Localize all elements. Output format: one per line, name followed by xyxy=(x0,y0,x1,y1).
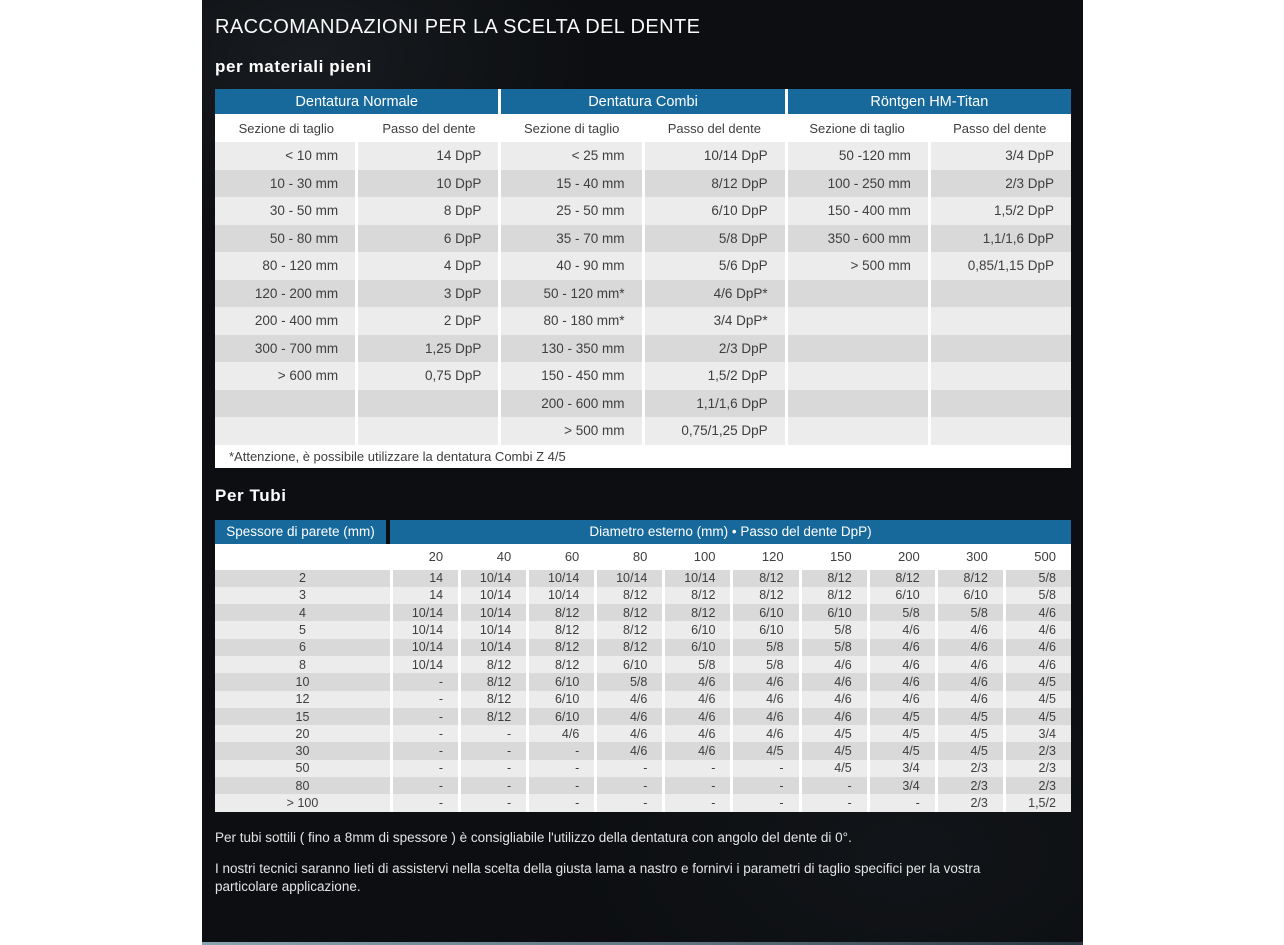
table-cell: 6/10 xyxy=(526,691,594,708)
table-cell: 50 - 120 mm* xyxy=(498,280,641,308)
table-cell: 3/4 xyxy=(1003,725,1071,742)
table-cell: - xyxy=(662,777,730,794)
table-cell: - xyxy=(390,691,458,708)
table-cell: - xyxy=(594,760,662,777)
table-cell: 8/12 xyxy=(867,570,935,587)
table-cell: 40 - 90 mm xyxy=(498,252,641,280)
table-cell: 0,75/1,25 DpP xyxy=(642,417,785,445)
diameter-column-header: 200 xyxy=(898,549,920,564)
table-cell: - xyxy=(390,725,458,742)
group-header-dentatura-combi: Dentatura Combi xyxy=(501,89,784,114)
table-cell: 4/6 xyxy=(867,639,935,656)
row-label: 80 xyxy=(295,778,310,793)
table-cell xyxy=(928,335,1071,363)
table-cell: - xyxy=(730,794,798,811)
table-cell: 2 DpP xyxy=(355,307,498,335)
table-cell: 6/10 xyxy=(867,587,935,604)
diameter-column-header: 300 xyxy=(966,549,988,564)
table-cell: 4/5 xyxy=(935,725,1003,742)
table-cell: 10/14 xyxy=(458,570,526,587)
table-cell: 3/4 xyxy=(867,777,935,794)
row-label: 50 xyxy=(295,761,310,776)
table-cell: 4/5 xyxy=(730,742,798,759)
table-cell: 4/6 xyxy=(867,673,935,690)
content-panel xyxy=(202,0,1083,945)
table-cell: 4/5 xyxy=(799,742,867,759)
tubes-section xyxy=(215,487,1071,898)
table-cell: 3 DpP xyxy=(355,280,498,308)
table-cell xyxy=(355,417,498,445)
table-cell: 10/14 xyxy=(594,570,662,587)
table-row xyxy=(215,197,1071,225)
table-cell: 10/14 xyxy=(390,656,458,673)
table-cell xyxy=(785,390,928,418)
table-cell: 4/5 xyxy=(867,708,935,725)
table-cell: 5/8 xyxy=(935,604,1003,621)
table-cell: 8/12 DpP xyxy=(642,170,785,198)
table-cell xyxy=(785,307,928,335)
wall-thickness-header: Spessore di parete (mm) xyxy=(215,520,390,544)
row-label: 30 xyxy=(295,744,310,759)
table-cell: 4/5 xyxy=(799,760,867,777)
solid-materials-table xyxy=(215,89,1071,468)
table-cell: 4/6 xyxy=(662,725,730,742)
table-cell: > 600 mm xyxy=(277,368,339,384)
table-cell: 1,5/2 xyxy=(1003,794,1071,811)
table-cell: 10/14 xyxy=(458,621,526,638)
table-cell: 35 - 70 mm xyxy=(498,225,641,253)
column-header: Passo del dente xyxy=(953,120,1047,136)
table-cell: > 500 mm xyxy=(498,417,641,445)
table-cell: 4/6 xyxy=(526,725,594,742)
table-cell xyxy=(928,362,1071,390)
table-cell: - xyxy=(662,760,730,777)
table-cell: 5/8 xyxy=(730,639,798,656)
table-cell: 6/10 xyxy=(526,673,594,690)
table-row xyxy=(215,621,1071,638)
table-cell: 1,1/1,6 DpP xyxy=(928,225,1071,253)
table-cell: 200 - 400 mm xyxy=(254,313,339,329)
table-cell: < 10 mm xyxy=(285,148,339,164)
table-cell: 4/6 xyxy=(799,656,867,673)
tubes-heading: Per Tubi xyxy=(215,485,287,505)
group-header-dentatura-normale: Dentatura Normale xyxy=(215,89,498,114)
table-cell: 350 - 600 mm xyxy=(785,225,928,253)
table-cell: - xyxy=(526,760,594,777)
table-row xyxy=(215,142,1071,170)
table-cell: - xyxy=(526,777,594,794)
table-cell: 14 xyxy=(390,587,458,604)
table-cell: 80 - 120 mm xyxy=(262,258,339,274)
table-cell: 6 DpP xyxy=(355,225,498,253)
table-cell: 6/10 xyxy=(594,656,662,673)
table-cell: 10/14 xyxy=(390,639,458,656)
table-cell: 4/6 DpP* xyxy=(642,280,785,308)
table-cell: 8/12 xyxy=(799,570,867,587)
table-cell: 4/6 xyxy=(662,673,730,690)
table-row xyxy=(215,362,1071,390)
table-cell: 3/4 DpP xyxy=(928,142,1071,170)
table-cell: - xyxy=(730,760,798,777)
table-row xyxy=(215,656,1071,673)
table-cell: 8/12 xyxy=(526,604,594,621)
table-cell: 6/10 xyxy=(662,639,730,656)
column-header: Sezione di taglio xyxy=(809,120,905,136)
table-cell: 4/6 xyxy=(867,656,935,673)
page-title: RACCOMANDAZIONI PER LA SCELTA DEL DENTE xyxy=(215,16,701,38)
table-cell: 4 DpP xyxy=(355,252,498,280)
table-cell: - xyxy=(390,777,458,794)
row-label: > 100 xyxy=(286,796,319,810)
table-cell: 4/6 xyxy=(867,621,935,638)
table-cell: 120 - 200 mm xyxy=(254,285,339,301)
table-group-header-row xyxy=(215,89,1071,114)
table-cell: 50 -120 mm xyxy=(785,142,928,170)
table-row xyxy=(215,335,1071,363)
table-cell: 2/3 xyxy=(935,777,1003,794)
table-cell: > 500 mm xyxy=(785,252,928,280)
table-row xyxy=(215,417,1071,445)
table-cell: 4/6 xyxy=(730,725,798,742)
row-label: 3 xyxy=(299,588,306,603)
note-technicians: I nostri tecnici saranno lieti di assistervi nella scelta della giusta lama a nastro e fornirvi i parametri di taglio specifici per la vostra particolare applicazione. xyxy=(215,860,981,895)
table-cell: 4/6 xyxy=(1003,656,1071,673)
table-cell: 15 - 40 mm xyxy=(498,170,641,198)
table-cell: 4/6 xyxy=(935,639,1003,656)
table-cell: 5/8 xyxy=(799,621,867,638)
table-cell: 150 - 450 mm xyxy=(498,362,641,390)
table-cell xyxy=(785,335,928,363)
table-cell: 4/6 xyxy=(594,691,662,708)
table-cell: 8/12 xyxy=(662,604,730,621)
table-row xyxy=(215,777,1071,794)
column-header: Sezione di taglio xyxy=(238,120,335,136)
table-row xyxy=(215,170,1071,198)
row-label: 10 xyxy=(295,674,310,689)
table-cell: 5/8 xyxy=(662,656,730,673)
table-cell: 10/14 xyxy=(390,621,458,638)
table-cell: 4/5 xyxy=(1003,691,1071,708)
table-cell: 8/12 xyxy=(799,587,867,604)
table-row xyxy=(215,742,1071,759)
table-row xyxy=(215,673,1071,690)
table-cell: 8 DpP xyxy=(355,197,498,225)
table-cell: 14 xyxy=(390,570,458,587)
table-cell: 5/8 DpP xyxy=(642,225,785,253)
table-cell: 10/14 xyxy=(390,604,458,621)
table-cell: 25 - 50 mm xyxy=(498,197,641,225)
row-label: 12 xyxy=(295,692,310,707)
table-cell: 4/6 xyxy=(935,656,1003,673)
table-cell: 6/10 xyxy=(526,708,594,725)
table-cell: 1,5/2 DpP xyxy=(642,362,785,390)
table-cell: 1,25 DpP xyxy=(355,335,498,363)
solid-table-body xyxy=(215,142,1071,445)
table-cell: 10 DpP xyxy=(355,170,498,198)
row-label: 20 xyxy=(295,726,310,741)
table-cell: 200 - 600 mm xyxy=(498,390,641,418)
table-cell: 4/6 xyxy=(662,708,730,725)
table-cell: 10/14 xyxy=(662,570,730,587)
table-cell xyxy=(355,390,498,418)
column-header: Passo del dente xyxy=(382,120,476,136)
table-cell: 4/6 xyxy=(1003,639,1071,656)
table-cell: 4/6 xyxy=(935,673,1003,690)
table-cell: 8/12 xyxy=(594,621,662,638)
table-cell: - xyxy=(526,742,594,759)
table-cell: 4/5 xyxy=(867,742,935,759)
diameter-column-header: 100 xyxy=(693,549,716,564)
solid-materials-heading: per materiali pieni xyxy=(215,57,372,76)
table-cell: - xyxy=(458,742,526,759)
table-cell: 8/12 xyxy=(458,691,526,708)
table-cell: 8/12 xyxy=(730,570,798,587)
table-cell: 4/6 xyxy=(594,742,662,759)
solid-materials-section xyxy=(215,58,1071,468)
table-cell: - xyxy=(458,760,526,777)
table-cell xyxy=(785,362,928,390)
table-cell: - xyxy=(594,794,662,811)
table-cell: 4/6 xyxy=(867,691,935,708)
table-cell: 4/6 xyxy=(730,708,798,725)
table-cell: 30 - 50 mm xyxy=(269,203,339,219)
table-cell: 1,1/1,6 DpP xyxy=(642,390,785,418)
table-cell: 4/6 xyxy=(799,673,867,690)
table-cell: 2/3 xyxy=(935,760,1003,777)
table-cell: 8/12 xyxy=(458,673,526,690)
table-cell: 4/6 xyxy=(594,708,662,725)
diameter-column-header: 150 xyxy=(829,549,852,564)
table-row xyxy=(215,794,1071,811)
table-cell: - xyxy=(662,794,730,811)
table-cell: 14 DpP xyxy=(355,142,498,170)
table-cell: 8/12 xyxy=(935,570,1003,587)
table-cell: 8/12 xyxy=(526,639,594,656)
table-cell: 10/14 xyxy=(458,639,526,656)
table-row xyxy=(215,225,1071,253)
table-cell: 8/12 xyxy=(594,639,662,656)
table-cell: 8/12 xyxy=(526,621,594,638)
table-cell: 2/3 xyxy=(1003,777,1071,794)
table-cell: 0,75 DpP xyxy=(355,362,498,390)
table-cell: 4/5 xyxy=(867,725,935,742)
table-cell: 8/12 xyxy=(458,708,526,725)
table-cell: - xyxy=(730,777,798,794)
column-headers-row xyxy=(215,114,1071,142)
table-cell: 2/3 xyxy=(1003,742,1071,759)
table-cell: - xyxy=(390,673,458,690)
row-label: 15 xyxy=(295,709,310,724)
table-cell: 5/8 xyxy=(1003,587,1071,604)
table-cell: 8/12 xyxy=(730,587,798,604)
table-cell: 10/14 xyxy=(458,587,526,604)
table-cell: 4/5 xyxy=(1003,708,1071,725)
table-cell: 4/6 xyxy=(662,742,730,759)
table-cell: - xyxy=(799,794,867,811)
table-cell: 6/10 xyxy=(730,604,798,621)
table-cell: 2/3 DpP xyxy=(928,170,1071,198)
table-cell: 130 - 350 mm xyxy=(498,335,641,363)
table-cell: 1,5/2 DpP xyxy=(928,197,1071,225)
table-cell: 4/6 xyxy=(730,673,798,690)
table-cell: 80 - 180 mm* xyxy=(498,307,641,335)
table-cell: 4/6 xyxy=(662,691,730,708)
table-cell xyxy=(928,390,1071,418)
table-cell: 5/8 xyxy=(799,639,867,656)
diameter-column-header: 40 xyxy=(496,549,512,564)
table-cell: - xyxy=(458,725,526,742)
table-cell: 8/12 xyxy=(662,587,730,604)
table-cell: 10/14 DpP xyxy=(642,142,785,170)
table-cell: 10/14 xyxy=(526,570,594,587)
table-cell: 300 - 700 mm xyxy=(254,340,339,356)
table-cell: 4/5 xyxy=(935,742,1003,759)
table-cell: 4/5 xyxy=(1003,673,1071,690)
table-row xyxy=(215,691,1071,708)
diameter-column-header: 80 xyxy=(632,549,648,564)
table-row xyxy=(215,570,1071,587)
table-row xyxy=(215,390,1071,418)
diameter-columns-spacer xyxy=(215,544,390,570)
table-footnote: *Attenzione, è possibile utilizzare la dentatura Combi Z 4/5 xyxy=(215,445,1071,468)
table-row xyxy=(215,604,1071,621)
table-cell: 4/6 xyxy=(799,708,867,725)
table-cell: 6/10 xyxy=(799,604,867,621)
table-cell: 0,85/1,15 DpP xyxy=(928,252,1071,280)
table-cell: - xyxy=(390,760,458,777)
table-cell xyxy=(215,417,355,445)
table-cell: 4/6 xyxy=(1003,604,1071,621)
table-row xyxy=(215,587,1071,604)
diameter-column-header: 120 xyxy=(761,549,784,564)
table-cell: 10/14 xyxy=(526,587,594,604)
table-cell: - xyxy=(594,777,662,794)
table-cell: 8/12 xyxy=(526,656,594,673)
table-cell: 5/8 xyxy=(1003,570,1071,587)
row-label: 2 xyxy=(299,571,306,586)
row-label: 6 xyxy=(299,640,306,655)
table-cell xyxy=(928,417,1071,445)
diameter-column-header: 60 xyxy=(564,549,580,564)
table-cell: - xyxy=(390,708,458,725)
table-cell: 5/8 xyxy=(867,604,935,621)
diameter-columns-row xyxy=(215,544,1071,570)
table-cell: 4/6 xyxy=(799,691,867,708)
table-cell xyxy=(928,280,1071,308)
table-cell: 50 - 80 mm xyxy=(269,230,339,246)
tubes-table xyxy=(215,520,1071,812)
row-label: 5 xyxy=(299,623,306,638)
table-cell: 10/14 xyxy=(458,604,526,621)
table-cell: 4/6 xyxy=(1003,621,1071,638)
table-cell xyxy=(785,280,928,308)
table-cell: 4/6 xyxy=(935,691,1003,708)
table-cell xyxy=(215,390,355,418)
diameter-column-header: 20 xyxy=(428,549,444,564)
table-cell: 4/6 xyxy=(935,621,1003,638)
table-cell: - xyxy=(799,777,867,794)
table-cell: 6/10 DpP xyxy=(642,197,785,225)
diameter-span-header: Diametro esterno (mm) • Passo del dente DpP) xyxy=(390,520,1071,544)
table-cell: 3/4 DpP* xyxy=(642,307,785,335)
table-cell: 2/3 DpP xyxy=(642,335,785,363)
row-label: 8 xyxy=(299,657,306,672)
table-row xyxy=(215,252,1071,280)
tubes-header-row xyxy=(215,520,1071,544)
table-cell: 2/3 xyxy=(1003,760,1071,777)
table-cell: 8/12 xyxy=(594,587,662,604)
table-cell: 6/10 xyxy=(662,621,730,638)
table-row xyxy=(215,307,1071,335)
table-cell: 8/12 xyxy=(594,604,662,621)
table-cell: 5/8 xyxy=(730,656,798,673)
table-cell: 4/6 xyxy=(730,691,798,708)
table-cell: 100 - 250 mm xyxy=(785,170,928,198)
table-cell: 5/8 xyxy=(594,673,662,690)
table-row xyxy=(215,639,1071,656)
table-cell: - xyxy=(458,794,526,811)
table-row xyxy=(215,725,1071,742)
diameter-column-header: 500 xyxy=(1034,549,1056,564)
group-header-roentgen-hm-titan: Röntgen HM-Titan xyxy=(788,89,1071,114)
table-cell: 2/3 xyxy=(935,794,1003,811)
note-thin-tubes: Per tubi sottili ( fino a 8mm di spessore ) è consigliabile l'utilizzo della dentatura con angolo del dente di 0°. xyxy=(215,829,852,845)
table-cell: 6/10 xyxy=(730,621,798,638)
notes xyxy=(215,829,1005,898)
table-cell: - xyxy=(458,777,526,794)
column-header: Passo del dente xyxy=(667,120,761,136)
table-cell: 4/5 xyxy=(935,708,1003,725)
panel-content xyxy=(202,15,1083,897)
table-cell xyxy=(928,307,1071,335)
column-header: Sezione di taglio xyxy=(523,120,620,136)
table-row xyxy=(215,708,1071,725)
table-cell: 150 - 400 mm xyxy=(785,197,928,225)
table-cell: 6/10 xyxy=(935,587,1003,604)
table-cell: 10 - 30 mm xyxy=(269,175,339,191)
table-cell: - xyxy=(390,794,458,811)
table-row xyxy=(215,280,1071,308)
table-cell: - xyxy=(867,794,935,811)
table-row xyxy=(215,760,1071,777)
table-cell: - xyxy=(526,794,594,811)
table-cell: 4/6 xyxy=(594,725,662,742)
table-cell: 3/4 xyxy=(867,760,935,777)
table-cell: 8/12 xyxy=(458,656,526,673)
tubes-table-body xyxy=(215,570,1071,812)
row-label: 4 xyxy=(299,605,306,620)
table-cell: < 25 mm xyxy=(498,142,641,170)
table-cell: 4/5 xyxy=(799,725,867,742)
table-cell xyxy=(785,417,928,445)
table-cell: 5/6 DpP xyxy=(642,252,785,280)
table-cell: - xyxy=(390,742,458,759)
